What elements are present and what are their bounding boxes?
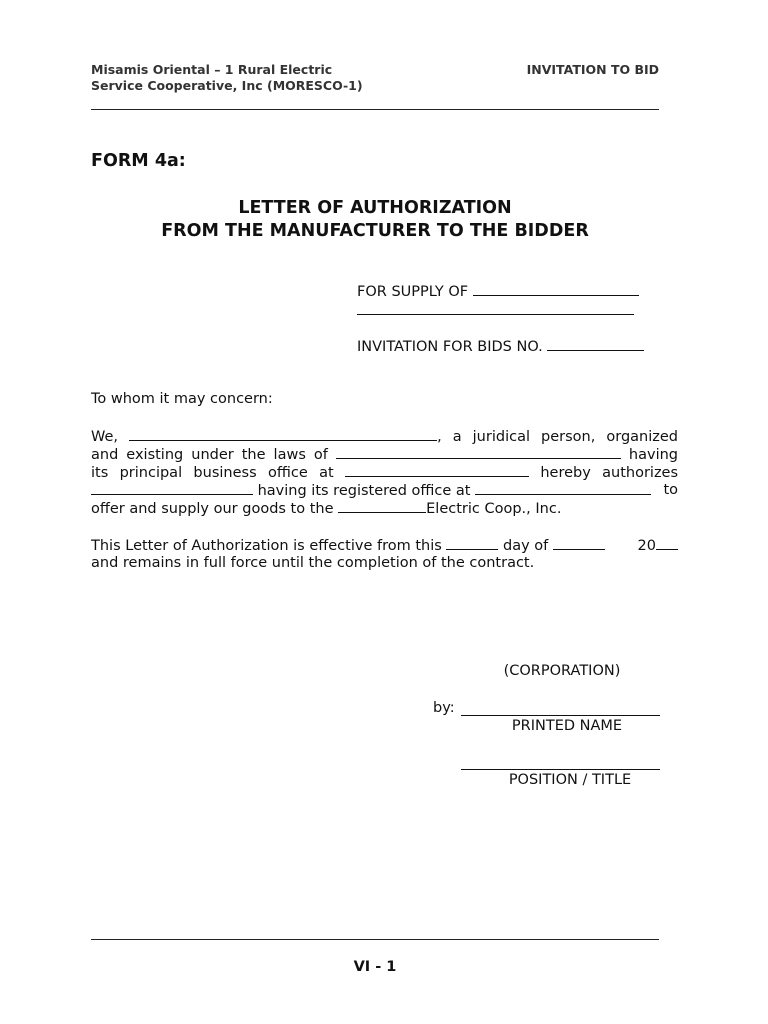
signature-line[interactable] xyxy=(461,715,660,716)
paragraph-1-line-4 xyxy=(91,481,678,500)
letter-title-line-2: FROM THE MANUFACTURER TO THE BIDDER xyxy=(161,221,589,241)
paragraph-2-line-2: and remains in full force until the completion of the contract. xyxy=(91,555,535,571)
registered-office-blank[interactable] xyxy=(475,481,651,495)
year-field xyxy=(638,536,678,555)
coop-name-blank[interactable] xyxy=(338,499,426,513)
paragraph-1-line-5 xyxy=(91,499,561,518)
text-offer-supply: offer and supply our goods to the xyxy=(91,501,334,517)
text-effective-from: This Letter of Authorization is effective from this xyxy=(91,538,442,554)
bids-reference xyxy=(357,337,644,356)
salutation: To whom it may concern: xyxy=(91,391,273,407)
month-blank[interactable] xyxy=(553,536,605,550)
text-registered-office: having its registered office at xyxy=(257,483,471,499)
form-number: FORM 4a: xyxy=(91,151,186,171)
day-blank[interactable] xyxy=(446,536,498,550)
paragraph-1-line-3 xyxy=(91,463,678,482)
country-laws-blank[interactable] xyxy=(336,445,621,459)
position-line[interactable] xyxy=(461,769,660,770)
text-year-prefix: 20 xyxy=(637,538,656,554)
text-office-at: its principal business office at xyxy=(91,465,334,481)
printed-name-label: PRINTED NAME xyxy=(511,718,623,734)
company-name-blank[interactable] xyxy=(129,427,437,441)
text-laws: and existing under the laws of xyxy=(91,447,328,463)
text-to: to xyxy=(663,482,678,498)
paragraph-1-line-2 xyxy=(91,445,678,464)
paragraph-2-line-1 xyxy=(91,536,678,555)
footer-divider xyxy=(91,939,659,940)
by-label: by: xyxy=(433,700,455,716)
supply-reference xyxy=(357,282,639,301)
page-number: VI - 1 xyxy=(353,959,397,975)
document-type: INVITATION TO BID xyxy=(526,62,659,77)
organization-line-2: Service Cooperative, Inc (MORESCO-1) xyxy=(91,78,363,93)
letter-title-line-1: LETTER OF AUTHORIZATION xyxy=(238,198,512,218)
paragraph-1-line-1 xyxy=(91,427,678,446)
text-having: having xyxy=(628,447,678,463)
bids-number-blank[interactable] xyxy=(547,337,644,351)
bidder-name-blank[interactable] xyxy=(91,481,253,495)
text-electric-coop: Electric Coop., Inc. xyxy=(426,501,562,517)
supply-blank-line-2[interactable] xyxy=(357,314,634,315)
text-authorizes: hereby authorizes xyxy=(540,465,679,481)
bids-label: INVITATION FOR BIDS NO. xyxy=(357,339,543,355)
text-day-of: day of xyxy=(503,538,549,554)
principal-office-blank[interactable] xyxy=(345,463,529,477)
organization-line-1: Misamis Oriental – 1 Rural Electric xyxy=(91,62,333,77)
supply-blank[interactable] xyxy=(473,282,639,296)
text-juridical: , a juridical person, organized xyxy=(437,429,678,445)
year-blank[interactable] xyxy=(656,536,678,550)
corporation-label: (CORPORATION) xyxy=(503,663,621,679)
header-divider xyxy=(91,109,659,110)
text-we: We, xyxy=(91,429,119,445)
organization-name xyxy=(91,62,363,94)
supply-label: FOR SUPPLY OF xyxy=(357,284,469,300)
position-title-label: POSITION / TITLE xyxy=(508,772,632,788)
